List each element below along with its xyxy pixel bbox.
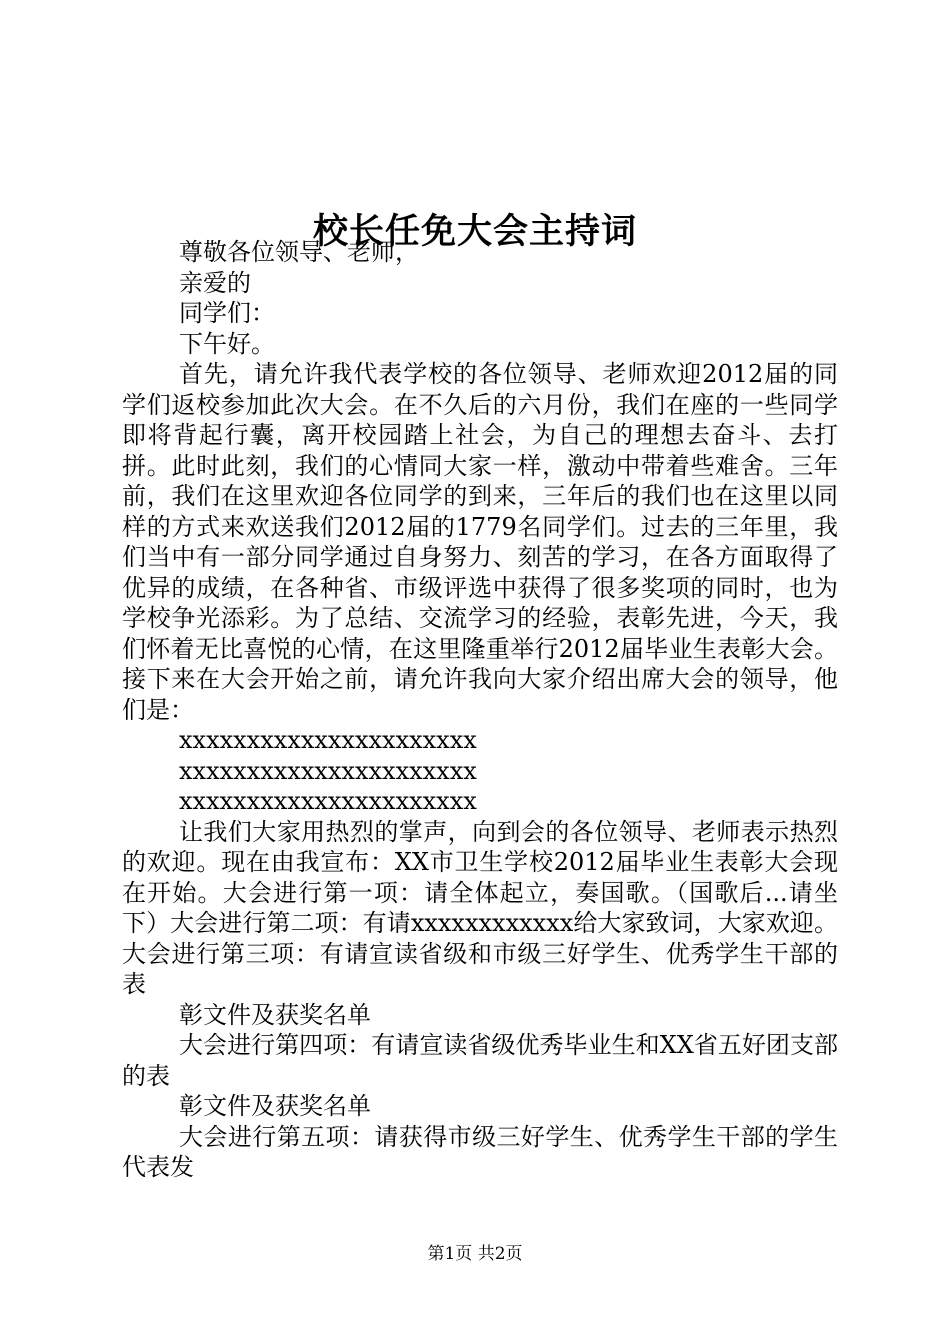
page-footer: 第1页 共2页 — [427, 1244, 523, 1264]
paragraph-salutation: 尊敬各位领导、老师， — [179, 238, 419, 266]
paragraph-award-list: 彰文件及获奖名单 — [179, 1092, 371, 1120]
leader-placeholder-line: xxxxxxxxxxxxxxxxxxxxxx — [179, 726, 477, 754]
paragraph-agenda: 让我们大家用热烈的掌声，向到会的各位领导、老师表示热烈的欢迎。现在由我宣布：XX市卫生学校2012届毕业生表彰大会现在开始。大会进行第一项：请全体起立，奏国歌。（国歌后...请坐下）大会进行第二项：有请xxxxxxxxxxxx给大家致词，大家欢迎。大会进行第三项：有请宣读省级和市级三好学生、优秀学生干部的表 — [122, 817, 838, 998]
leader-placeholder-line: xxxxxxxxxxxxxxxxxxxxxx — [179, 756, 477, 785]
paragraph-salutation-students: 同学们： — [179, 299, 275, 327]
leader-placeholder-line: xxxxxxxxxxxxxxxxxxxxxx — [179, 787, 477, 815]
document-title: 校长任免大会主持词 — [312, 211, 637, 253]
paragraph-award-list: 彰文件及获奖名单 — [179, 1000, 371, 1029]
paragraph-opening: 首先，请允许我代表学校的各位领导、老师欢迎2012届的同学们返校参加此次大会。在不久后的六月份，我们在座的一些同学即将背起行囊，离开校园踏上社会，为自己的理想去奋斗、去打拼。此时此刻，我们的心情同大家一样，激动中带着些难舍。三年前，我们在这里欢迎各位同学的到来，三年后的我们也在这里以同样的方式来欢送我们2012届的1779名同学们。过去的三年里，我们当中有一部分同学通过自身努力、刻苦的学习，在各方面取得了优异的成绩，在各种省、市级评选中获得了很多奖项的同时，也为学校争光添彩。为了总结、交流学习的经验，表彰先进，今天，我们怀着无比喜悦的心情，在这里隆重举行2012届毕业生表彰大会。接下来在大会开始之前，请允许我向大家介绍出席大会的领导，他们是： — [122, 360, 838, 724]
paragraph-salutation-dear: 亲爱的 — [179, 268, 251, 297]
document-body — [122, 237, 838, 1183]
paragraph-greeting: 下午好。 — [179, 329, 275, 358]
paragraph-agenda-item-five: 大会进行第五项：请获得市级三好学生、优秀学生干部的学生代表发 — [122, 1122, 838, 1181]
paragraph-agenda-item-four: 大会进行第四项：有请宣读省级优秀毕业生和XX省五好团支部的表 — [122, 1031, 838, 1090]
